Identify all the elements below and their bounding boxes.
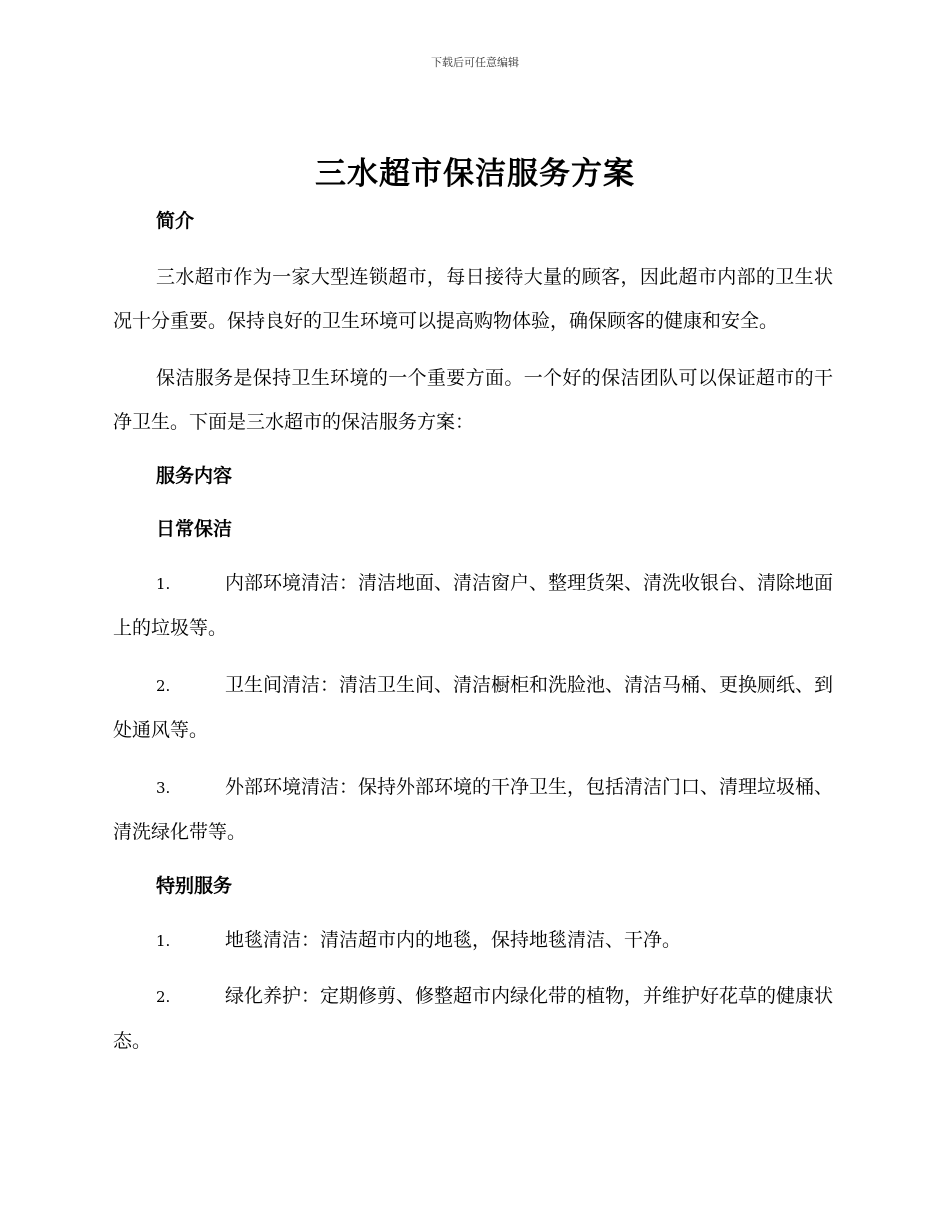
- list-text: 内部环境清洁：清洁地面、清洁窗户、整理货架、清洗收银台、清除地面上的垃圾等。: [113, 572, 834, 639]
- header-note: 下载后可任意编辑: [431, 56, 519, 69]
- list-number: 2.: [156, 988, 171, 1006]
- list-number: 1.: [156, 575, 171, 593]
- list-number: 2.: [156, 677, 171, 695]
- list-text: 卫生间清洁：清洁卫生间、清洁橱柜和洗脸池、清洁马桶、更换厕纸、到处通风等。: [113, 674, 834, 741]
- intro-paragraph-2: 保洁服务是保持卫生环境的一个重要方面。一个好的保洁团队可以保证超市的干净卫生。下面是三水超市的保洁服务方案：: [113, 367, 833, 433]
- list-text: 外部环境清洁：保持外部环境的干净卫生，包括清洁门口、清理垃圾桶、清洗绿化带等。: [113, 776, 834, 843]
- daily-heading: 日常保洁: [156, 518, 233, 540]
- daily-list-item: [113, 561, 833, 650]
- service-heading: 服务内容: [156, 465, 233, 487]
- daily-list-item: [113, 663, 833, 752]
- document-body: [113, 200, 833, 1063]
- intro-paragraph-1: 三水超市作为一家大型连锁超市，每日接待大量的顾客，因此超市内部的卫生状况十分重要。保持良好的卫生环境可以提高购物体验，确保顾客的健康和安全。: [113, 266, 833, 332]
- page-title: 三水超市保洁服务方案: [315, 156, 635, 192]
- special-list-item: [113, 974, 833, 1063]
- special-list-item: [113, 918, 833, 963]
- special-heading: 特别服务: [156, 875, 233, 897]
- list-number: 1.: [156, 932, 171, 950]
- daily-list-item: [113, 765, 833, 854]
- list-text: 地毯清洁：清洁超市内的地毯，保持地毯清洁、干净。: [225, 929, 682, 951]
- list-number: 3.: [156, 779, 171, 797]
- intro-heading: 简介: [156, 210, 195, 232]
- list-text: 绿化养护：定期修剪、修整超市内绿化带的植物，并维护好花草的健康状态。: [113, 985, 834, 1052]
